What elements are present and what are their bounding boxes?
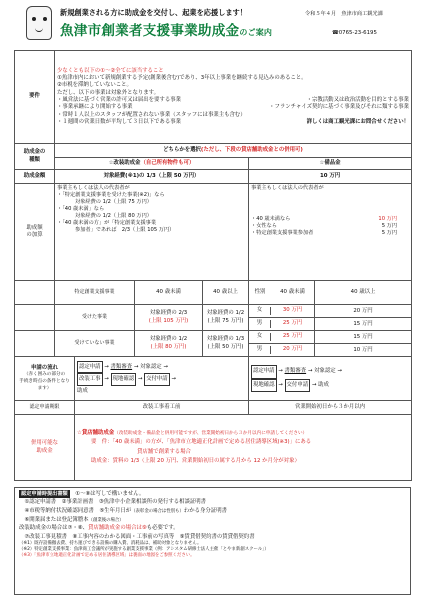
addon-label-a: 助成額 [26,224,43,231]
addon-right-3-value: 5 万円 [381,230,398,237]
period-left: 改装工事着工前 [75,401,249,415]
req-line-1: 少なくとも以下の①～②全てに該当すること [57,67,164,74]
flow-l1c: 対象認定 [140,364,162,371]
addon-label-b: の加算 [26,232,43,238]
notes-d6: ⑥開業届または登記簿謄本 [24,516,89,523]
page-header [0,0,424,48]
types-label [15,144,55,170]
rent-label [15,415,75,481]
matrix-o40-col-1 [315,305,412,331]
addon-left-2v: 対象経費の 1/2（上限 80 万円） [75,213,152,220]
amount-label: 助成金額 [15,170,55,184]
row-matrix-2 [15,331,412,357]
type-kaisou-note: （自己所有物件も可） [140,159,195,166]
rent-line-1 [77,429,409,438]
types-choose-text: どちらかを選択 [163,146,201,153]
requirements-label: 要件 [15,51,55,144]
type-kiki: ☆備品金 [249,158,412,170]
req-line-5a: ・風営法に基づく営業の許可又は届出を要する事業 [57,97,181,103]
flow-left-1: 認定申請 → 書類審査 → 対象認定 → [77,361,246,373]
notes-k-head: 改装助成金の場合は⑦・⑧、 [19,525,88,532]
notes-line-5 [19,533,406,541]
notes-d9: ⑨賃貸借契約書の賃貸借契約書 [179,533,255,540]
matrix-o40-right: 40 歳以上 [315,281,412,305]
matrix-o40-2: 15 万円 [353,321,373,327]
matrix-spacer-2 [15,331,55,357]
rent-line-2: 要 件：「40 歳未満」の方が、「魚津市立地適正化計画で定める居住誘導区域(※3)」にある [91,439,312,446]
flow-right [249,357,412,401]
notes-d6b: （創業後の場合） [88,517,124,523]
addon-right-3 [251,230,409,237]
flow-l1: 認定申請 [77,361,103,373]
flow-l2b: 現地確認 [111,373,137,385]
amount-kaisou-limit: （上限 50 万円） [155,172,200,179]
row-period [15,401,412,415]
notes-d1: ①認定申請書 [24,499,57,506]
notes-d4: ④市税等納付状況確認同意書 [24,507,94,514]
matrix-a1 [135,305,203,331]
rent-cell [75,415,412,481]
header-subtitle: 新規創業される方に助成金を交付し、起業を応援します！ [60,8,247,17]
addon-right [249,184,412,281]
page-title-suffix: のご案内 [239,28,273,37]
addon-right-head: 事業主もしくは法人の代表者が [251,185,324,191]
flow-r1: 認定申請 [251,365,277,379]
addon-left-3: ・「40 歳未満の方」が「特定創業支援事業 [57,220,157,227]
amount-kiki: 10 万円 [249,170,412,184]
row-matrix-1 [15,305,412,331]
rent-line-4: 助成金：賃料の 1/3（上限 20 万円、営業開始初日の属する月から 12 か月分が対象） [91,457,300,464]
notes-badge: 認定申請時提出書類 [21,491,68,497]
notes-line-1 [19,498,406,506]
matrix-o40-col-2 [315,331,412,357]
matrix-b1 [135,331,203,357]
matrix-o40-3: 15 万円 [315,331,411,344]
flow-label [15,357,75,401]
matrix-a2-text: 対象経費の 1/2 [206,310,245,317]
type-kaisou [55,158,249,170]
flow-label-main: 申請の流れ [31,365,58,372]
flow-label-b: （赤く囲みの部分の [23,372,66,378]
req-line-7: ・常時１人以上のスタッフが配置されない事業（スタッフには事業主も含む） [57,111,246,118]
req-line-8a: ・１週間の営業日数が平均して３日以下である事業 [57,118,181,125]
row-type-names [15,158,412,170]
matrix-b2-text: 対象経費の 1/3 [206,336,245,343]
matrix-o40-4: 10 万円 [353,347,373,353]
flow-left [75,357,249,401]
flow-r1b: 書類審査 [284,367,307,374]
types-choose-note: (ただし、下段の貸店舗助成金との併用可) [200,146,303,153]
matrix-a2-limit: (上限 75 万円) [207,317,244,324]
matrix-u40-left: 40 歳未満 [135,281,203,305]
notes-line-0 [19,490,406,498]
notes-fn-3: （※3）「魚津市立地適正化計画で定める居住誘導区域」は裏面の地図をご参照ください。 [19,553,195,559]
row-addon [15,184,412,281]
addon-right-3-text: ・特定創業支援事業参加者 [251,230,314,237]
amount-kaisou [55,170,249,184]
matrix-right-1 [249,305,315,331]
req-line-6 [57,104,409,111]
matrix-u40-4: 20 万円 [282,346,303,353]
matrix-rowlabel-3: 受けていない事業 [55,331,135,357]
notes-k-tail: も必要です。 [146,525,179,532]
rent-line-1b: （改装助成金・備品金と併用可能ですが、営業開始初日から３か月以内に申請してください） [114,430,308,436]
period-right: 営業開始初日から３か月以内 [249,401,412,415]
rent-label-a: 併用可能な [31,440,58,447]
req-line-8 [57,119,409,126]
matrix-sex-3: 女 [249,333,271,340]
addon-right-1 [251,216,409,223]
matrix-o40-left: 40 歳以上 [203,281,249,305]
matrix-spacer-1 [15,305,55,331]
notes-fn-1: （※1）既存設備撤去費、持ち運びできる設備の購入費、消耗品は、補助対象となりません。 [19,541,202,547]
matrix-sex-1: 女 [249,307,271,314]
notes-intro: ①～⑧は写しで構いません。 [75,491,145,497]
flow-r2: 現地確認 [251,379,277,393]
matrix-u40-3: 25 万円 [282,333,303,340]
amount-kaisou-text: 対象経費(※1)の 1/3 [103,172,156,179]
matrix-b2 [203,331,249,357]
notes-d2: ②事業計画書 [61,499,94,506]
types-label-a: 助成金の [23,149,46,156]
matrix-a1-text: 対象経費の 2/3 [149,310,188,317]
addon-right-2 [251,223,409,230]
notes-line-2 [19,507,406,516]
header-date-issuer: 令和５年４月 魚津市商工観光課 [305,11,383,17]
matrix-u40-2: 25 万円 [282,320,303,327]
matrix-a2 [203,305,249,331]
types-choose [55,144,412,158]
rent-label-b: 助成金 [36,447,53,454]
flow-right-1: 認定申請 → 書類審査 → 対象認定 → [251,365,409,379]
matrix-right-2 [249,331,315,357]
addon-left-1: ・「特定創業支援事業を受けた事業(※2)」なら [57,192,165,199]
notes-k-red: 貸店舗助成金の場合は⑨ [87,525,147,532]
req-line-2: ①魚津市内において新規創業する予定(創業後含む)であり、3年以上事業を継続する見込みのあること。 [57,75,307,82]
req-line-4: ただし、以下の事業は対象外となります。 [57,89,159,96]
notes-line-4 [19,524,406,532]
matrix-u40-1: 30 万円 [282,307,303,314]
addon-left [55,184,249,281]
matrix-head-right [249,281,315,305]
header-tel: ☎0765-23-6195 [332,30,377,36]
row-type-choose [15,144,412,158]
row-requirements [15,51,412,144]
notes-d5: ⑤生年月日が [99,507,132,514]
row-matrix-head [15,281,412,305]
req-line-5b: ・宗教活動又は政治活動を目的とする事業 [306,97,410,103]
notes-d8: ⑧工事内容のわかる図面・工事前の写真等 [72,533,175,540]
flow-r2b: 交付申請 [285,379,311,393]
flow-l3: 助成 [77,387,88,394]
addon-left-3b: 参加者」であれば 2/3（上限 105 万円） [75,227,175,234]
matrix-spacer [15,281,55,305]
flow-l2: 改装工事 [77,373,103,385]
flow-right-2: 現地確認 → 交付申請 → 助成 [251,379,409,393]
notes-d5c: わかる身分証明書 [183,507,227,514]
flow-l2c: 交付申請 [144,373,170,385]
period-label: 認定申請期限 [15,401,75,415]
submission-notes [14,487,411,595]
notes-d3: ③魚津中小企業相談所の発行する相談証明書 [98,499,207,506]
page-title [60,19,272,39]
rent-line-1a: ☆貸店舗助成金 [77,429,115,436]
addon-right-2-value: 5 万円 [381,223,398,230]
req-line-6b: ・フランチャイズ契約に基づく事業及びそれに類する事業 [269,104,410,111]
addon-left-head: 事業主もしくは法人の代表者が [57,185,130,191]
row-rent [15,415,412,481]
notes-line-3 [19,516,406,525]
flow-left-2: 改装工事 → 現地確認 → 交付申請 → [77,373,246,385]
matrix-u40-right: 40 歳未満 [280,288,305,295]
req-line-3: ②市税を滞納していないこと。 [57,82,132,89]
types-label-b: 種類 [29,156,40,163]
addon-label [15,184,55,281]
matrix-sex-2: 男 [249,320,271,327]
matrix-b1-text: 対象経費の 1/2 [149,336,188,343]
row-amount [15,170,412,184]
notes-fn-2: （※2）特定創業支援事業：魚津商工会議所が実施する創業支援事業（例：アシスタム研修士法人主催「とやま新創スクール」） [19,547,269,553]
addon-right-1-value: 10 万円 [378,216,398,223]
addon-left-2: ・「40 歳未満」なら [57,206,105,213]
matrix-rowlabel-2: 受けた事業 [55,305,135,331]
flow-l1b: 書類審査 [110,364,133,371]
matrix-b1-limit: (上限 80 万円) [150,343,187,350]
req-line-6a: ・事業承継により開始する事業 [57,104,133,111]
requirements-cell [55,51,412,144]
matrix-rowlabel-1: 特定創業支援事業 [55,281,135,305]
matrix-a1-limit: (上限 105 万円) [148,317,189,324]
flow-label-c: 手続き時点の条件となります） [19,379,70,391]
page-title-main: 魚津市創業者支援事業助成金 [60,23,240,39]
matrix-o40-1: 20 万円 [315,305,411,318]
notes-d5b: （表彰金の場合は性別も） [131,508,184,514]
addon-right-1-text: ・40 歳未満なら [251,216,291,223]
addon-left-1v: 対象経費の 1/2（上限 75 万円） [75,199,152,206]
notes-d7: ⑦改装工事見積書 [24,533,67,540]
addon-right-2-text: ・女性なら [251,223,277,230]
row-flow [15,357,412,401]
mascot-icon [26,6,52,40]
flow-r2c: 助成 [318,381,329,388]
rent-line-3: 貸店舗で創業する場合 [137,448,191,455]
matrix-sex-head: 性別 [254,288,266,295]
type-kaisou-name: ☆改装助成金 [108,159,141,166]
req-line-8b: 詳しくは商工観光課にお問合せください！ [306,118,410,125]
info-table [14,50,412,481]
matrix-sex-4: 男 [249,346,271,353]
flow-r1c: 対象認定 [314,367,336,374]
matrix-b2-limit: (上限 50 万円) [207,343,244,350]
